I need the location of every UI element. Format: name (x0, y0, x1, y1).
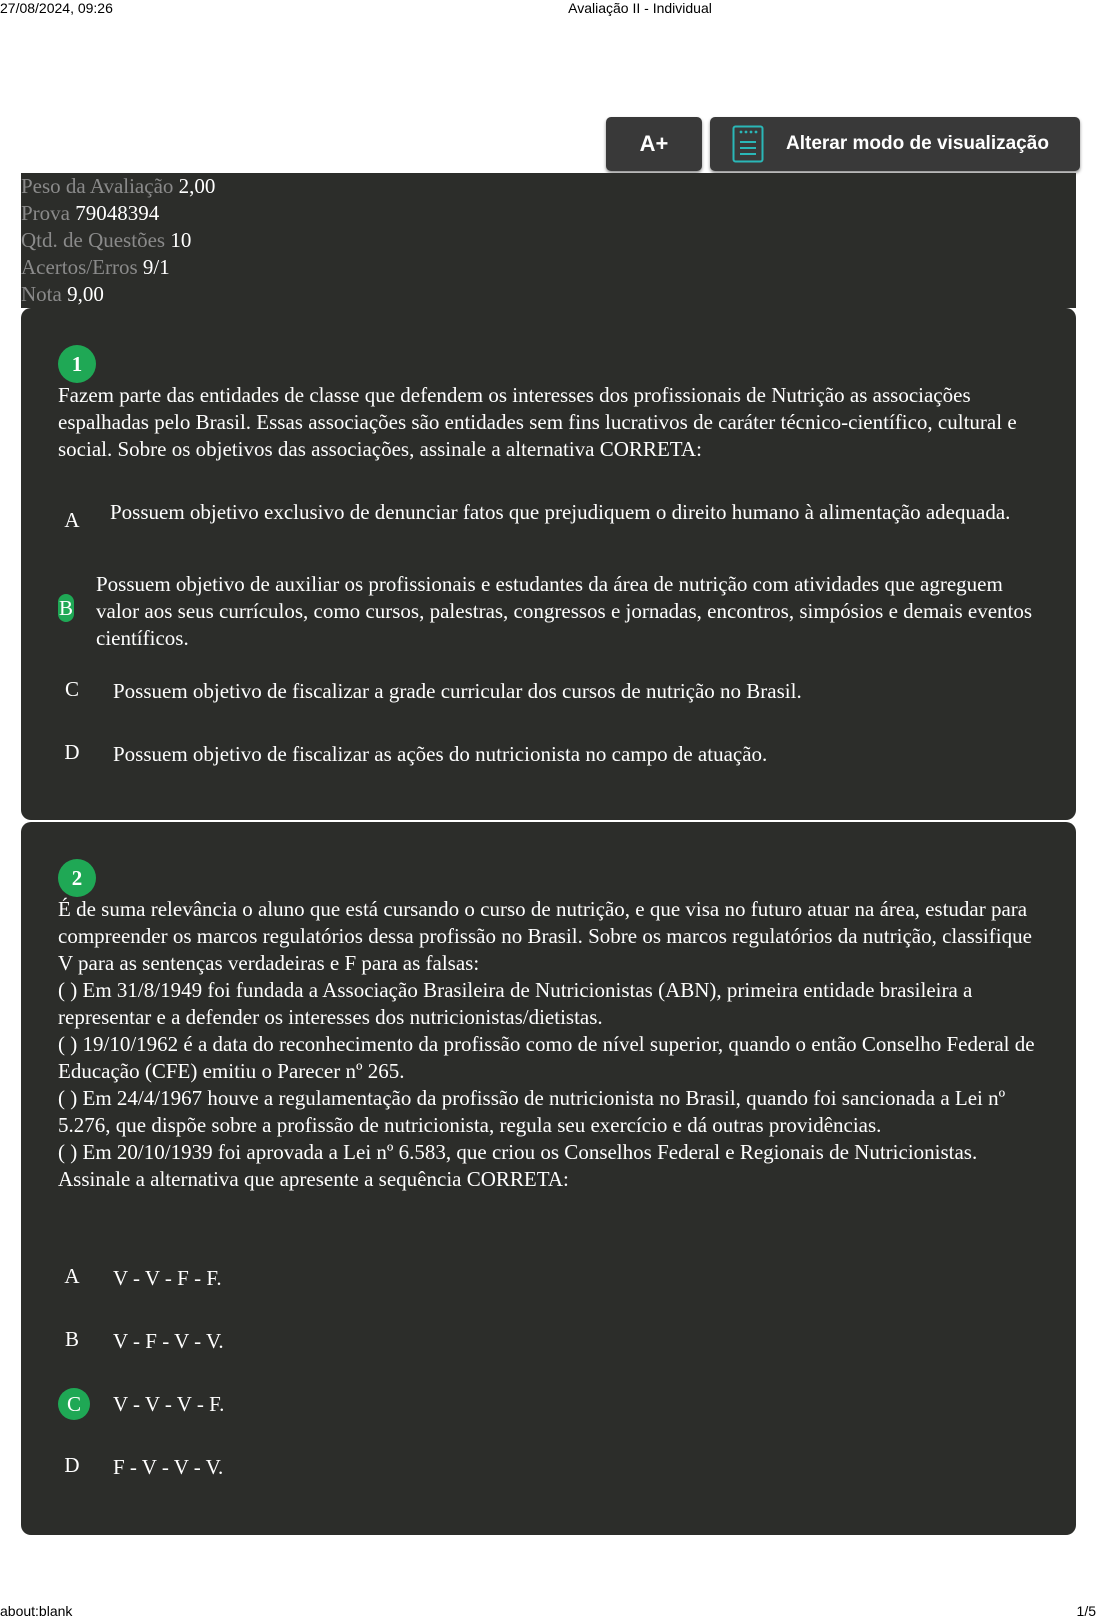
option-text-d[interactable]: Possuem objetivo de fiscalizar as ações do nutricionista no campo de atuação. (113, 742, 768, 766)
option-text-a[interactable]: Possuem objetivo exclusivo de denunciar fatos que prejudiquem o direito humano à alimentação adequada. (110, 500, 1011, 524)
option-text-d[interactable]: F - V - V - V. (113, 1455, 224, 1479)
stem-statement-3: ( ) Em 24/4/1967 houve a regulamentação da profissão de nutricionista no Brasil, quando foi sancionada a Lei nº 5.276, que dispõe sobre a profissão de nutricionista, regula seu exercício e dá outras providências. (58, 1086, 1006, 1137)
view-mode-label: Alterar modo de visualização (786, 133, 1049, 154)
font-size-button[interactable]: A+ (606, 117, 702, 171)
document-view-icon (732, 125, 764, 163)
question-stem: Fazem parte das entidades de classe que defendem os interesses dos profissionais de Nutrição as associações espalhadas pelo Brasil. Essas associações são entidades sem fins lucrativos de caráter técnico-científico, cultural e social. Sobre os objetivos das associações, assinale a alternativa CORRETA: (58, 383, 1017, 461)
print-url: about:blank (0, 1603, 73, 1619)
summary-prova: Prova 79048394 (21, 201, 160, 225)
option-letter-a[interactable]: A (64, 1264, 80, 1288)
option-text-b[interactable]: Possuem objetivo de auxiliar os profissionais e estudantes da área de nutrição com atividades que agreguem valor aos seus currículos, como cursos, palestras, congressos e jornadas, encontros, simpósios e demais eventos científicos. (96, 572, 1033, 650)
stem-statement-4: ( ) Em 20/10/1939 foi aprovada a Lei nº 6.583, que criou os Conselhos Federal e Regionais de Nutricionistas. (58, 1140, 978, 1164)
question-number-badge: 2 (58, 859, 96, 897)
summary-acertos: Acertos/Erros 9/1 (21, 255, 170, 279)
option-letter-d[interactable]: D (64, 1453, 80, 1477)
option-text-b[interactable]: V - F - V - V. (113, 1329, 224, 1353)
print-header (0, 0, 1096, 18)
option-letter-a[interactable]: A (64, 508, 80, 532)
stem-intro: É de suma relevância o aluno que está cursando o curso de nutrição, e que visa no futuro atuar na área, estudar para compreender os marcos regulatórios dessa profissão no Brasil. Sobre os marcos regulatórios da nutrição, classifique V para as sentenças verdadeiras e F para as falsas: (58, 897, 1032, 975)
stem-statement-1: ( ) Em 31/8/1949 foi fundada a Associação Brasileira de Nutricionistas (ABN), primeira entidade brasileira a representar e a defender os interesses dos nutricionistas/dietistas. (58, 978, 973, 1029)
print-page-number: 1/5 (1076, 1603, 1096, 1619)
summary-peso: Peso da Avaliação 2,00 (21, 174, 216, 198)
print-datetime: 27/08/2024, 09:26 (0, 0, 113, 16)
view-mode-button[interactable] (710, 117, 1080, 171)
question-card-2 (21, 822, 1076, 1535)
stem-statement-2: ( ) 19/10/1962 é a data do reconhecimento da profissão como de nível superior, quando o então Conselho Federal de Educação (CFE) emitiu o Parecer nº 265. (58, 1032, 1035, 1083)
option-letter-b-correct[interactable]: B (58, 596, 73, 620)
print-title: Avaliação II - Individual (568, 0, 712, 16)
summary-nota: Nota 9,00 (21, 282, 104, 306)
option-text-c[interactable]: V - V - V - F. (113, 1392, 225, 1416)
question-stem (58, 896, 1048, 1193)
print-footer (0, 1603, 1096, 1621)
question-number-badge: 1 (58, 345, 96, 383)
option-letter-c-correct[interactable]: C (58, 1388, 90, 1420)
stem-instruction: Assinale a alternativa que apresente a sequência CORRETA: (58, 1167, 569, 1191)
option-letter-d[interactable]: D (64, 740, 80, 764)
question-card-1 (21, 308, 1076, 820)
option-letter-b[interactable]: B (64, 1327, 79, 1351)
option-text-a[interactable]: V - V - F - F. (113, 1266, 222, 1290)
summary-qtd: Qtd. de Questões 10 (21, 228, 192, 252)
exam-summary (21, 173, 1076, 308)
option-text-c[interactable]: Possuem objetivo de fiscalizar a grade curricular dos cursos de nutrição no Brasil. (113, 679, 802, 703)
option-letter-c[interactable]: C (64, 677, 79, 701)
